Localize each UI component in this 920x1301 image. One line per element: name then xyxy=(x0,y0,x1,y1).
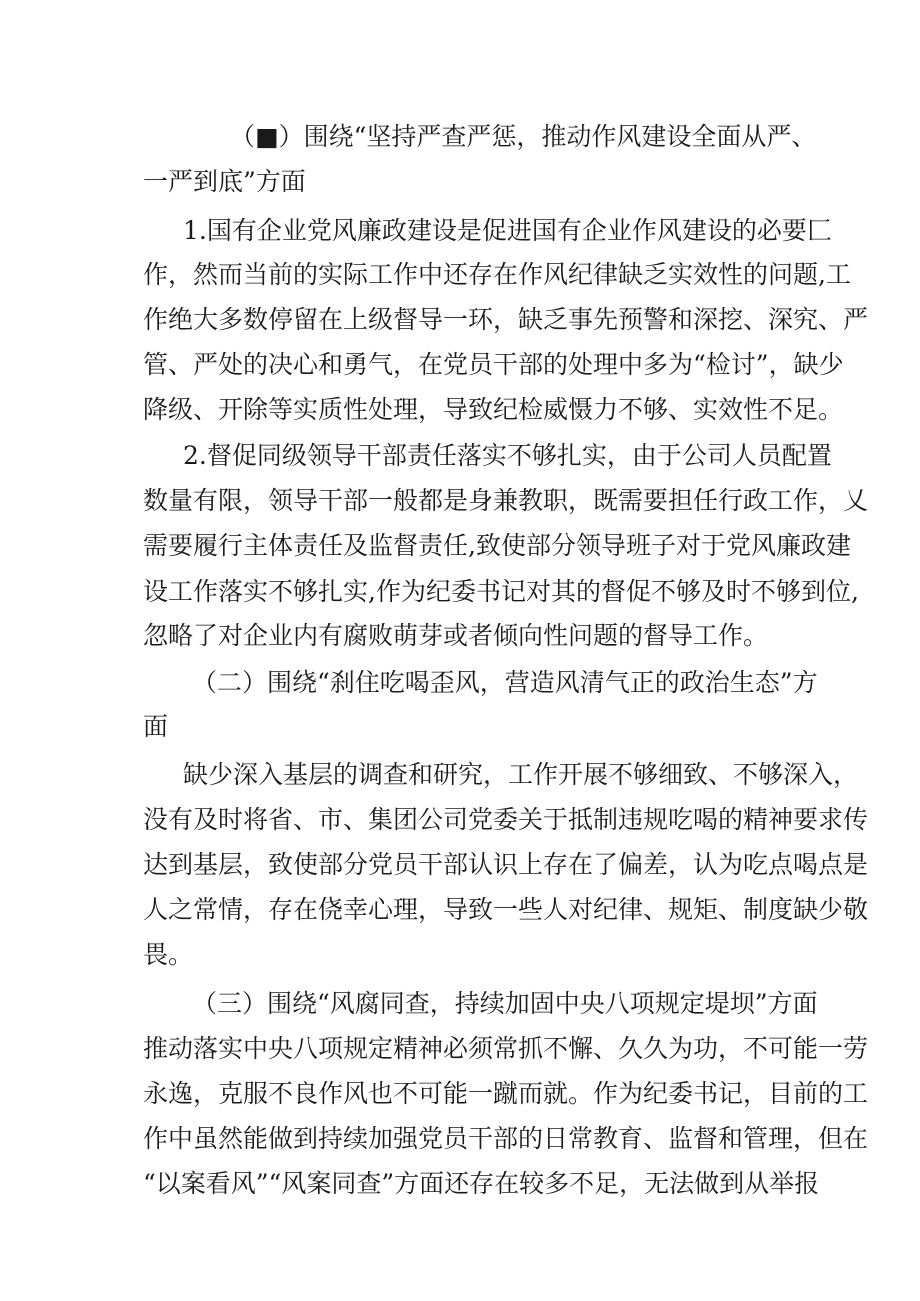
paragraph-line xyxy=(0,346,920,384)
paragraph-1-line-1: 1.国有企业党风廉政建设是促进国有企业作风建设的必要匚 xyxy=(183,216,832,245)
heading-line xyxy=(0,118,920,156)
paragraph-3-line-3: 达到基层，致使部分党员干部认识上存在了偏差，认为吃点喝点是 xyxy=(143,850,869,879)
paragraph-1-line-2: 作，然而当前的实际工作中还存在作风纪律缺乏实效性的问题,工 xyxy=(143,260,851,289)
section-heading-3: （三）围绕“风腐同查，持续加固中央八项规定堤坝”方面 xyxy=(192,989,818,1018)
heading-line xyxy=(0,985,920,1023)
paragraph-3-line-2: 没有及时将省、市、集团公司党委关于抵制违规吃喝的精神要求传 xyxy=(143,805,869,834)
paragraph-1-line-4: 管、严处的决心和勇气，在党员干部的处理中多为“检讨”，缺少 xyxy=(143,350,844,379)
paragraph-2-line-3: 需要履行主体责任及监督责任,致使部分领导班子对于党风廉政建 xyxy=(143,531,851,560)
heading-line xyxy=(0,664,920,702)
paragraph-line xyxy=(0,1165,920,1203)
paragraph-2-line-2: 数量有限，领导干部一般都是身兼教职，既需要担任行政工作，乂 xyxy=(143,486,869,515)
paragraph-line xyxy=(0,256,920,294)
section-heading-1-part-2: 一严到底”方面 xyxy=(143,167,306,196)
paragraph-line xyxy=(0,1030,920,1068)
paragraph-line xyxy=(0,573,920,611)
paragraph-2-line-1: 2.督促同级领导干部责任落实不够扎实，由于公司人员配置 xyxy=(183,441,832,470)
paragraph-line xyxy=(0,391,920,429)
heading-line xyxy=(0,708,920,746)
section-heading-1-part-1: （■）围绕“坚持严查严惩，推动作风建设全面从严、 xyxy=(230,122,817,151)
paragraph-line xyxy=(0,1075,920,1113)
paragraph-line xyxy=(0,1120,920,1158)
paragraph-2-line-5: 忽略了对企业内有腐败萌芽或者倾向性问题的督导工作。 xyxy=(143,621,769,650)
paragraph-line xyxy=(0,437,920,475)
section-heading-2-part-2: 面 xyxy=(143,712,169,741)
paragraph-line xyxy=(0,212,920,250)
paragraph-line xyxy=(0,301,920,339)
paragraph-line xyxy=(0,801,920,839)
paragraph-3-line-1: 缺少深入基层的调查和研究，工作开展不够细致、不够深入， xyxy=(183,760,859,789)
paragraph-3-line-5: 畏。 xyxy=(143,940,194,969)
paragraph-4-line-2: 永逸，克服不良作风也不可能一蹴而就。作为纪委书记，目前的工 xyxy=(143,1079,869,1108)
paragraph-4-line-4: “以案看风”“风案同查”方面还存在较多不足，无法做到从举报 xyxy=(143,1169,820,1198)
paragraph-line xyxy=(0,891,920,929)
paragraph-line xyxy=(0,617,920,655)
section-heading-2-part-1: （二）围绕“刹住吃喝歪风，营造风清气正的政治生态”方 xyxy=(192,668,818,697)
paragraph-1-line-3: 作绝大多数停留在上级督导一环，缺乏事先预警和深挖、深究、严 xyxy=(143,305,869,334)
paragraph-4-line-3: 作中虽然能做到持续加强党员干部的日常教育、监督和管理，但在 xyxy=(143,1124,869,1153)
paragraph-line xyxy=(0,846,920,884)
paragraph-4-line-1: 推动落实中央八项规定精神必须常抓不懈、久久为功，不可能一劳 xyxy=(143,1034,869,1063)
paragraph-line xyxy=(0,756,920,794)
paragraph-1-line-5: 降级、开除等实质性处理，导致纪检威慑力不够、实效性不足。 xyxy=(143,395,844,424)
heading-line xyxy=(0,163,920,201)
paragraph-line xyxy=(0,527,920,565)
paragraph-line xyxy=(0,936,920,974)
paragraph-3-line-4: 人之常情，存在侥幸心理，导致一些人对纪律、规矩、制度缺少敬 xyxy=(143,895,869,924)
paragraph-2-line-4: 设工作落实不够扎实,作为纪委书记对其的督促不够及时不够到位, xyxy=(143,577,859,606)
paragraph-line xyxy=(0,482,920,520)
